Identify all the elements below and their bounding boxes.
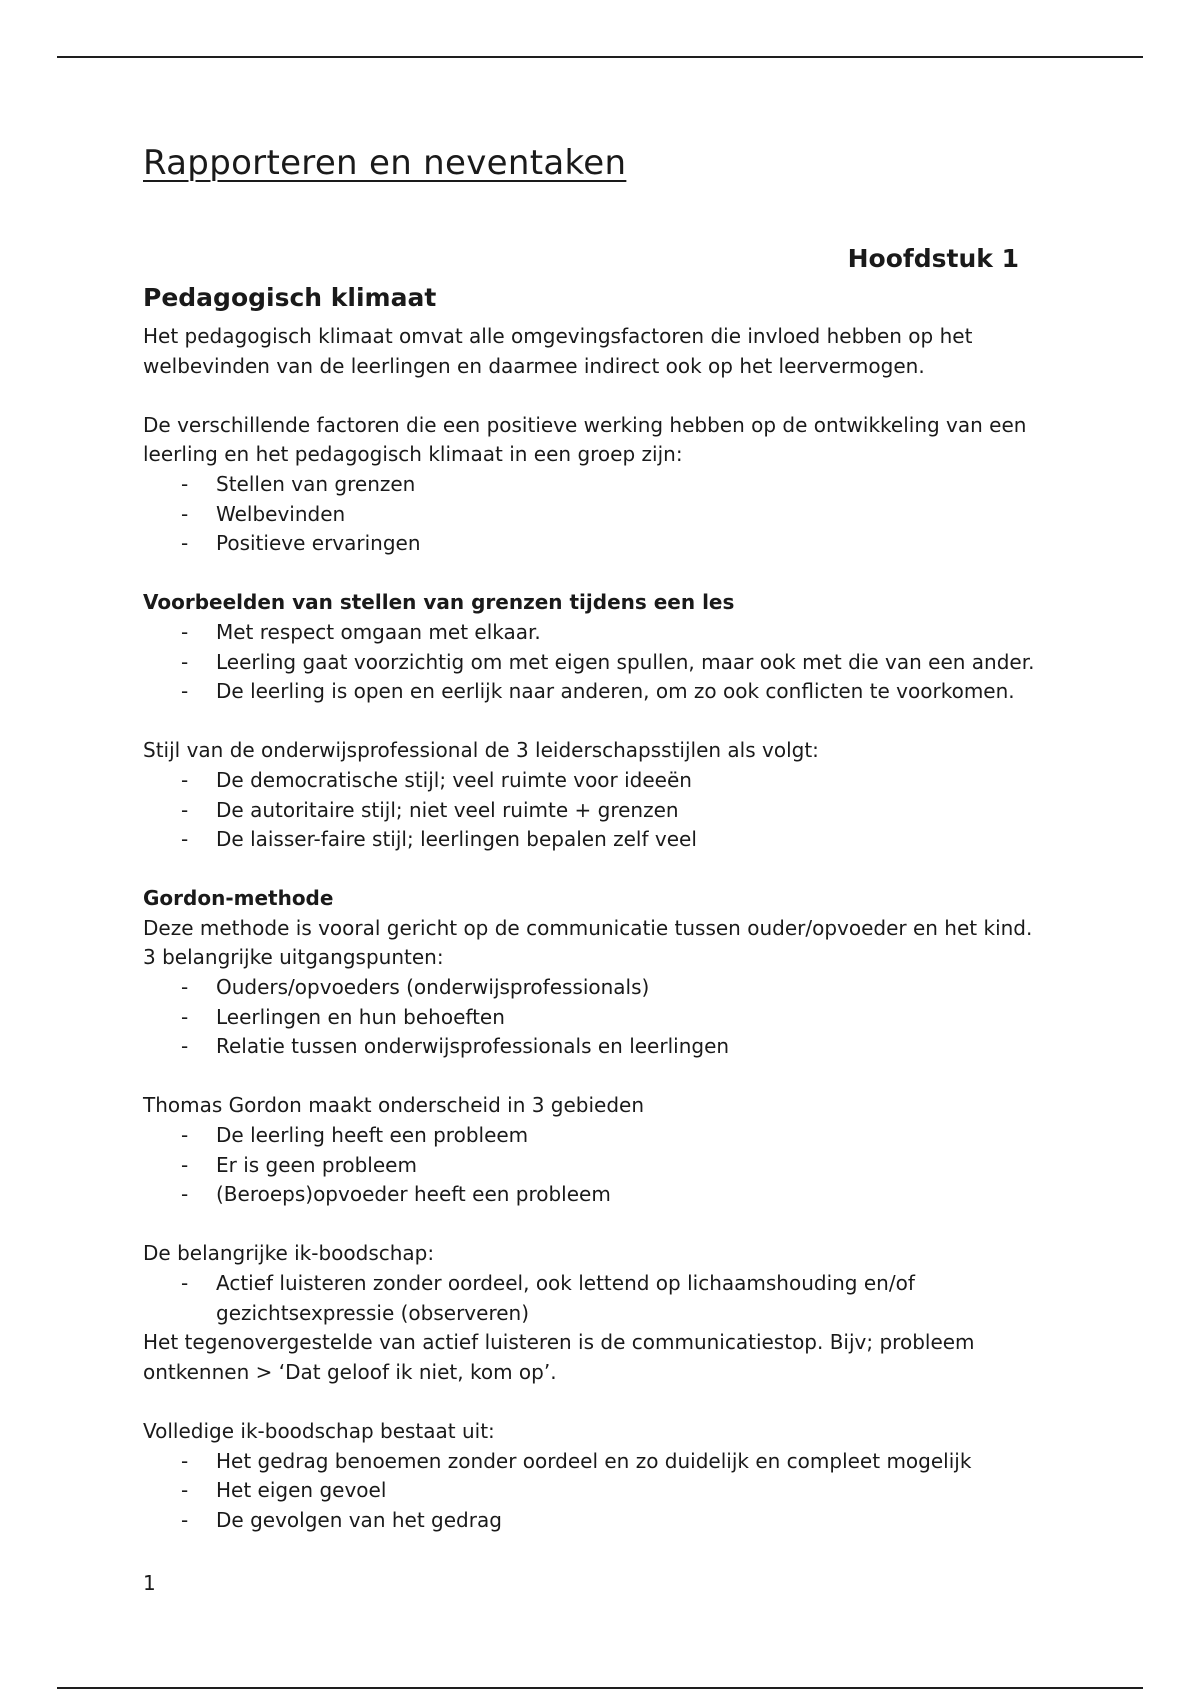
stijl-paragraph: Stijl van de onderwijsprofessional de 3 leiderschapsstijlen als volgt:: [143, 738, 819, 763]
header-rule: [57, 56, 1143, 58]
document-title: Rapporteren en neventaken: [143, 143, 627, 183]
gordon-list: [143, 973, 1043, 1062]
document-body: [143, 322, 1043, 1535]
intro-paragraph: Het pedagogisch klimaat omvat alle omgevingsfactoren die invloed hebben op het welbevinden van de leerlingen en daarmee indirect ook op het leervermogen.: [143, 324, 973, 378]
list-item: - De leerling is open en eerlijk naar anderen, om zo ook conflicten te voorkomen.: [143, 677, 1043, 707]
gebieden-paragraph: Thomas Gordon maakt onderscheid in 3 gebieden: [143, 1093, 645, 1118]
list-item: - Er is geen probleem: [143, 1151, 1043, 1181]
grenzen-list: [143, 618, 1043, 707]
list-item: - De autoritaire stijl; niet veel ruimte + grenzen: [143, 796, 1043, 826]
list-item: - Relatie tussen onderwijsprofessionals en leerlingen: [143, 1032, 1043, 1062]
list-item: - De leerling heeft een probleem: [143, 1121, 1043, 1151]
list-item: - (Beroeps)opvoeder heeft een probleem: [143, 1180, 1043, 1210]
communicatiestop-paragraph: Het tegenovergestelde van actief luisteren is de communicatiestop. Bijv; probleem ontkennen > ‘Dat geloof ik niet, kom op’.: [143, 1330, 975, 1384]
list-item: - Welbevinden: [143, 500, 1043, 530]
volledige-paragraph: Volledige ik-boodschap bestaat uit:: [143, 1418, 495, 1443]
page-content: [143, 140, 1043, 1532]
gebieden-list: [143, 1121, 1043, 1210]
volledige-list: [143, 1447, 1043, 1536]
list-item: - Het eigen gevoel: [143, 1476, 1043, 1506]
footer-rule: [57, 1687, 1143, 1689]
list-item: - De democratische stijl; veel ruimte voor ideeën: [143, 766, 1043, 796]
page-number: 1: [143, 1571, 156, 1595]
list-item: - Het gedrag benoemen zonder oordeel en zo duidelijk en compleet mogelijk: [143, 1447, 1043, 1477]
list-item: - Ouders/opvoeders (onderwijsprofessionals): [143, 973, 1043, 1003]
gordon-paragraph: Deze methode is vooral gericht op de communicatie tussen ouder/opvoeder en het kind. 3 belangrijke uitgangspunten:: [143, 915, 1033, 970]
ik-boodschap-list: [143, 1269, 1043, 1328]
grenzen-heading: Voorbeelden van stellen van grenzen tijdens een les: [143, 590, 735, 615]
chapter-label: Hoofdstuk 1: [847, 244, 1019, 273]
ik-boodschap-paragraph: De belangrijke ik-boodschap:: [143, 1241, 435, 1266]
stijl-list: [143, 766, 1043, 855]
list-item: - Leerlingen en hun behoeften: [143, 1003, 1043, 1033]
list-item: - Stellen van grenzen: [143, 470, 1043, 500]
list-item: - Leerling gaat voorzichtig om met eigen spullen, maar ook met die van een ander.: [143, 648, 1043, 678]
section-title: Pedagogisch klimaat: [143, 283, 437, 312]
factors-paragraph: De verschillende factoren die een positieve werking hebben op de ontwikkeling van een leerling en het pedagogisch klimaat in een groep zijn:: [143, 412, 1027, 467]
gordon-heading: Gordon-methode: [143, 886, 334, 911]
list-item: - De laisser-faire stijl; leerlingen bepalen zelf veel: [143, 825, 1043, 855]
list-item: - Positieve ervaringen: [143, 529, 1043, 559]
list-item: - De gevolgen van het gedrag: [143, 1506, 1043, 1536]
list-item: - Met respect omgaan met elkaar.: [143, 618, 1043, 648]
factors-list: [143, 470, 1043, 559]
list-item: - Actief luisteren zonder oordeel, ook lettend op lichaamshouding en/of gezichtsexpressie (observeren): [143, 1269, 1043, 1328]
